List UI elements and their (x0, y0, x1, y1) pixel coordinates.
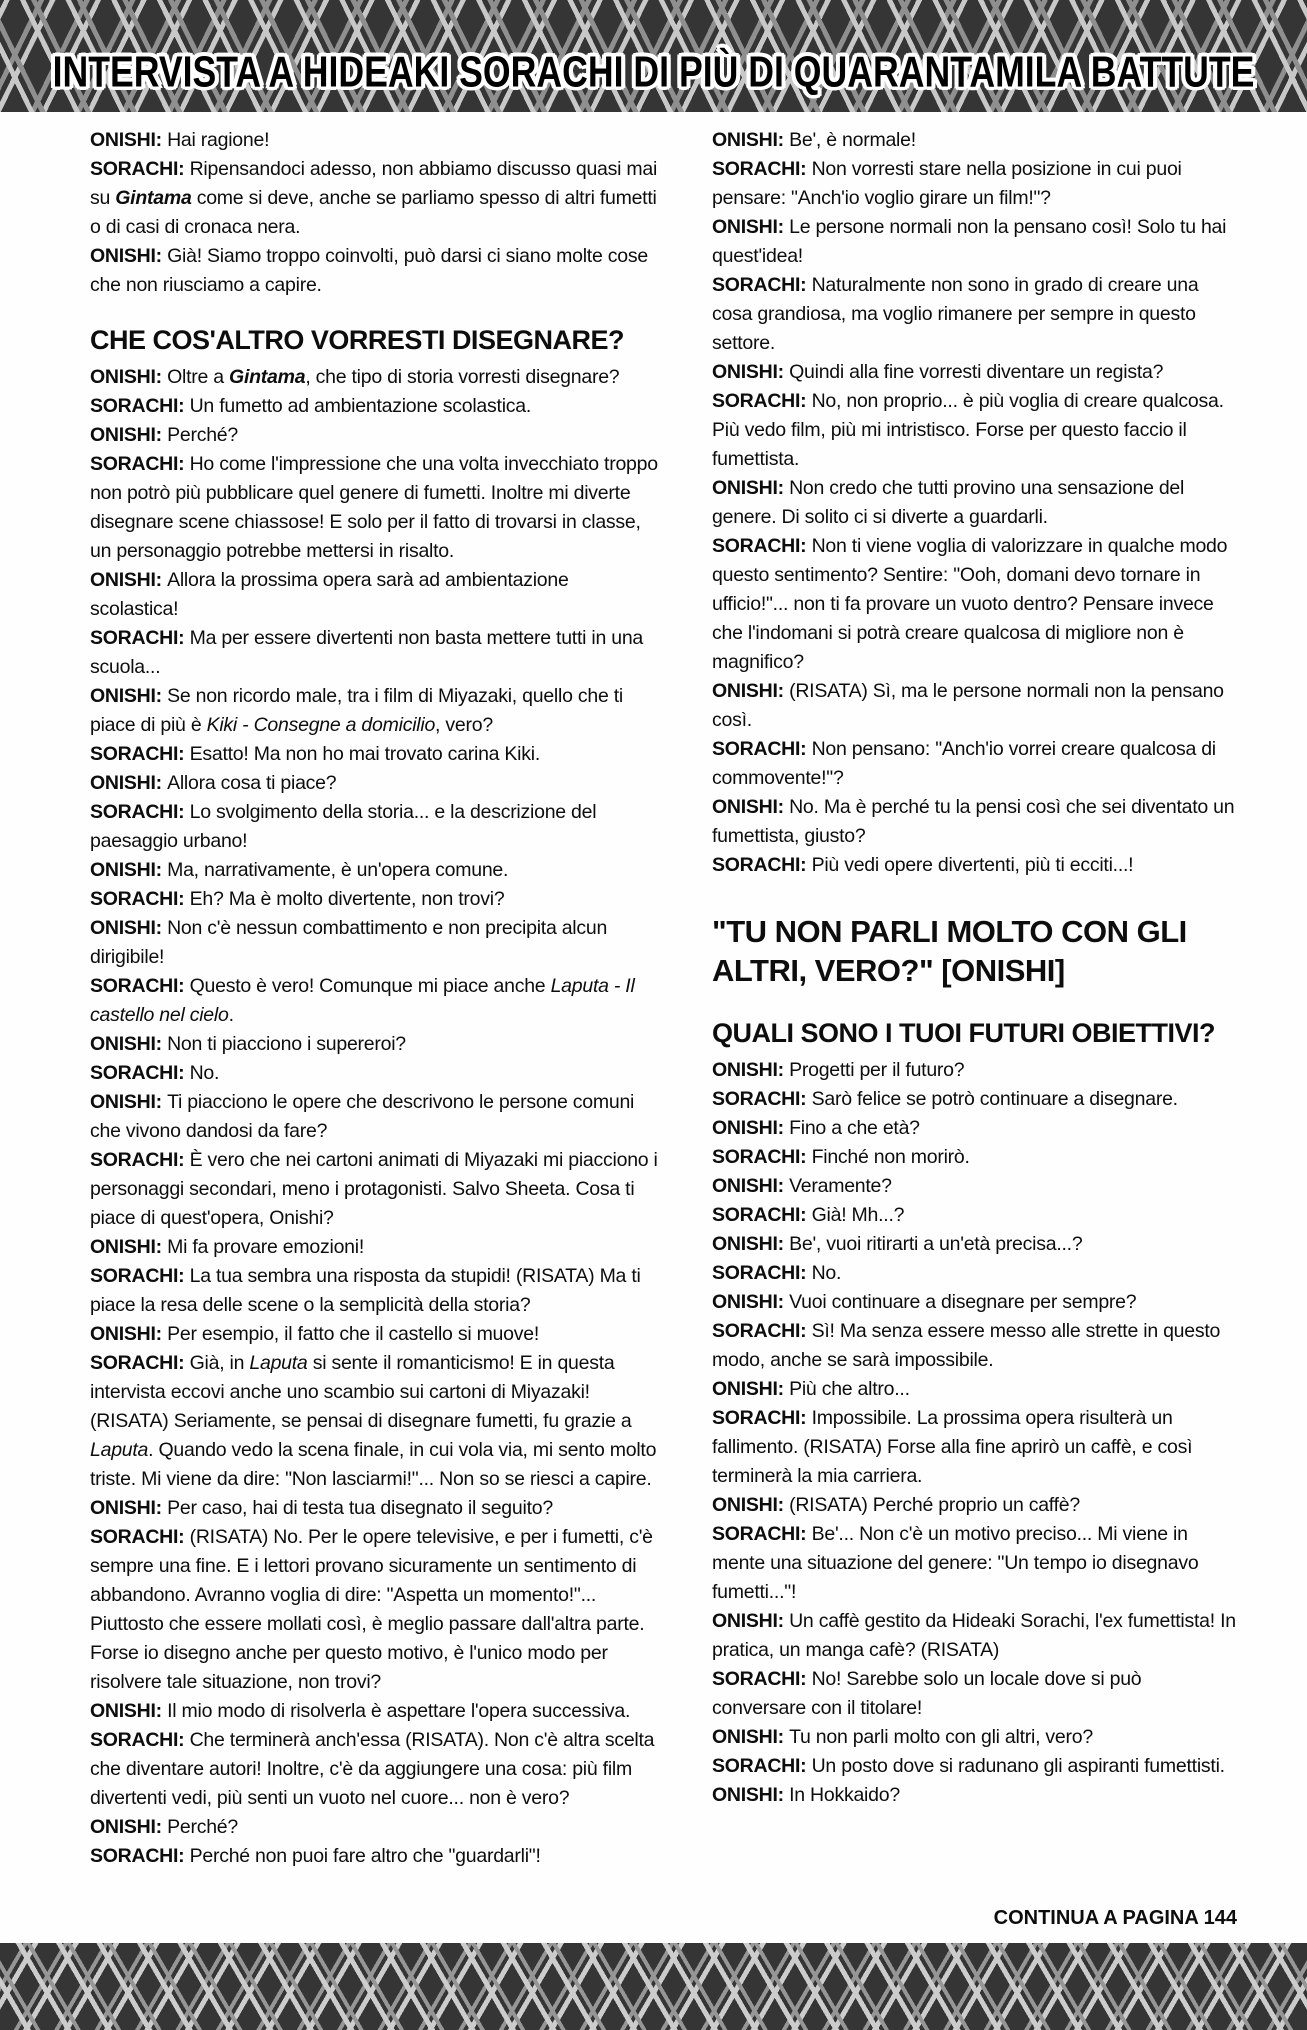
dialogue-line: SORACHI: Più vedi opere divertenti, più ti ecciti...! (712, 854, 1134, 876)
dialogue-line: ONISHI: Non c'è nessun combattimento e non precipita alcun dirigibile! (90, 917, 608, 968)
dialogue-line: ONISHI: Per caso, hai di testa tua disegnato il seguito? (90, 1497, 553, 1519)
speaker-label: SORACHI: (90, 158, 190, 180)
dialogue-line: ONISHI: Il mio modo di risolverla è aspettare l'opera successiva. (90, 1700, 631, 1722)
speaker-label: SORACHI: (90, 453, 190, 475)
dialogue-line: SORACHI: Ma per essere divertenti non basta mettere tutti in una scuola... (90, 627, 644, 678)
speaker-label: ONISHI: (712, 361, 790, 383)
page-title: INTERVISTA A HIDEAKI SORACHI DI PIÙ DI QUARANTAMILA BATTUTE (52, 46, 1255, 97)
speaker-label: ONISHI: (712, 129, 790, 151)
dialogue-line: SORACHI: Non ti viene voglia di valorizzare in qualche modo questo sentimento? Sentire: "Ooh, domani devo tornare in ufficio!"... non ti fa provare un vuoto dentro? Pensare invece che l'indomani si potrà creare qualcosa di migliore non è magnifico? (712, 535, 1228, 673)
dialogue-line: ONISHI: Progetti per il futuro? (712, 1059, 965, 1081)
speaker-label: SORACHI: (90, 1729, 190, 1751)
dialogue-line: SORACHI: Non vorresti stare nella posizione in cui puoi pensare: "Anch'io voglio girare un film!"? (712, 158, 1182, 209)
work-title: Laputa (249, 1352, 308, 1374)
dialogue-line: ONISHI: Se non ricordo male, tra i film di Miyazaki, quello che ti piace di più è Kiki - Consegne a domicilio, vero? (90, 685, 623, 736)
speaker-label: SORACHI: (90, 1149, 190, 1171)
dialogue-line: ONISHI: Fino a che età? (712, 1117, 920, 1139)
speaker-label: SORACHI: (712, 1146, 812, 1168)
dialogue-line: ONISHI: Un caffè gestito da Hideaki Sorachi, l'ex fumettista! In pratica, un manga cafè? (RISATA) (712, 1610, 1236, 1661)
speaker-label: SORACHI: (712, 1204, 812, 1226)
speaker-label: ONISHI: (90, 1091, 168, 1113)
speaker-label: ONISHI: (90, 569, 168, 591)
dialogue-line: ONISHI: Hai ragione! (90, 129, 270, 151)
speaker-label: ONISHI: (90, 1700, 168, 1722)
dialogue-line: ONISHI: Non credo che tutti provino una sensazione del genere. Di solito ci si diverte a guardarli. (712, 477, 1185, 528)
speaker-label: ONISHI: (90, 366, 168, 388)
dialogue-line: SORACHI: Ripensandoci adesso, non abbiamo discusso quasi mai su Gintama come si deve, anche se parliamo spesso di altri fumetti o di casi di cronaca nera. (90, 158, 658, 238)
speaker-label: ONISHI: (712, 796, 790, 818)
dialogue-line: SORACHI: Esatto! Ma non ho mai trovato carina Kiki. (90, 743, 541, 765)
speaker-label: SORACHI: (90, 1062, 190, 1084)
dialogue-line: ONISHI: Be', vuoi ritirarti a un'età precisa...? (712, 1233, 1083, 1255)
dialogue-line: ONISHI: Per esempio, il fatto che il castello si muove! (90, 1323, 540, 1345)
speaker-label: SORACHI: (712, 1088, 812, 1110)
work-title: Kiki - Consegne a domicilio (206, 714, 436, 736)
dialogue-line: ONISHI: Più che altro... (712, 1378, 910, 1400)
dialogue-line: ONISHI: Tu non parli molto con gli altri, vero? (712, 1726, 1093, 1748)
speaker-label: SORACHI: (712, 738, 812, 760)
dialogue-line: ONISHI: Veramente? (712, 1175, 892, 1197)
speaker-label: SORACHI: (90, 1265, 190, 1287)
dialogue-line: ONISHI: (RISATA) Perché proprio un caffè? (712, 1494, 1080, 1516)
speaker-label: SORACHI: (712, 1407, 812, 1429)
speaker-label: ONISHI: (90, 685, 168, 707)
dialogue-line: SORACHI: No! Sarebbe solo un locale dove si può conversare con il titolare! (712, 1668, 1142, 1719)
dialogue-line: SORACHI: No. (90, 1062, 220, 1084)
dialogue-line: ONISHI: Ti piacciono le opere che descrivono le persone comuni che vivono dandosi da fare? (90, 1091, 635, 1142)
speaker-label: SORACHI: (90, 975, 190, 997)
speaker-label: ONISHI: (90, 772, 168, 794)
dialogue-line: SORACHI: Che terminerà anch'essa (RISATA). Non c'è altra scelta che diventare autori! Inoltre, c'è da aggiungere una cosa: più film divertenti vedi, più senti un vuoto nel cuore... non è vero? (90, 1729, 655, 1809)
dialogue-line: ONISHI: Non ti piacciono i supereroi? (90, 1033, 406, 1055)
dialogue-line: SORACHI: No, non proprio... è più voglia di creare qualcosa. Più vedo film, più mi intristisco. Forse per questo faccio il fumettista. (712, 390, 1224, 470)
dialogue-line: SORACHI: Lo svolgimento della storia... e la descrizione del paesaggio urbano! (90, 801, 597, 852)
dialogue-line: ONISHI: Allora cosa ti piace? (90, 772, 337, 794)
dialogue-line: ONISHI: Allora la prossima opera sarà ad ambientazione scolastica! (90, 569, 569, 620)
dialogue-line: SORACHI: Eh? Ma è molto divertente, non trovi? (90, 888, 505, 910)
diamond-pattern-border-bottom (0, 1943, 1307, 2030)
dialogue-line: ONISHI: No. Ma è perché tu la pensi così che sei diventato un fumettista, giusto? (712, 796, 1235, 847)
dialogue-line: ONISHI: In Hokkaido? (712, 1784, 900, 1806)
speaker-label: ONISHI: (90, 917, 168, 939)
continued-note: CONTINUA A PAGINA 144 (993, 1907, 1237, 1929)
speaker-label: SORACHI: (712, 854, 812, 876)
dialogue-line: ONISHI: Ma, narrativamente, è un'opera comune. (90, 859, 509, 881)
speaker-label: SORACHI: (90, 743, 190, 765)
interview-column-left (90, 126, 662, 1871)
speaker-label: SORACHI: (90, 801, 190, 823)
speaker-label: ONISHI: (712, 1378, 790, 1400)
dialogue-line: SORACHI: No. (712, 1262, 842, 1284)
speaker-label: SORACHI: (712, 1668, 812, 1690)
section-heading: CHE COS'ALTRO VORRESTI DISEGNARE? (90, 325, 624, 355)
dialogue-line: ONISHI: Perché? (90, 1816, 238, 1838)
dialogue-line: ONISHI: Quindi alla fine vorresti diventare un regista? (712, 361, 1164, 383)
dialogue-line: SORACHI: È vero che nei cartoni animati di Miyazaki mi piacciono i personaggi secondari, meno i protagonisti. Salvo Sheeta. Cosa ti piace di quest'opera, Onishi? (90, 1149, 658, 1229)
speaker-label: ONISHI: (90, 1033, 168, 1055)
dialogue-line: ONISHI: Le persone normali non la pensano così! Solo tu hai quest'idea! (712, 216, 1227, 267)
speaker-label: ONISHI: (712, 1175, 790, 1197)
dialogue-line: SORACHI: Finché non morirò. (712, 1146, 970, 1168)
dialogue-line: SORACHI: Questo è vero! Comunque mi piace anche Laputa - Il castello nel cielo. (90, 975, 635, 1026)
dialogue-line: ONISHI: Be', è normale! (712, 129, 916, 151)
pull-quote-heading: "TU NON PARLI MOLTO CON GLI ALTRI, VERO?" [ONISHI] (712, 914, 1187, 988)
speaker-label: ONISHI: (712, 680, 790, 702)
dialogue-line: ONISHI: (RISATA) Sì, ma le persone normali non la pensano così. (712, 680, 1224, 731)
speaker-label: ONISHI: (90, 1497, 168, 1519)
speaker-label: ONISHI: (712, 1117, 790, 1139)
speaker-label: ONISHI: (712, 477, 790, 499)
speaker-label: ONISHI: (90, 245, 168, 267)
speaker-label: ONISHI: (712, 1610, 790, 1632)
dialogue-line: SORACHI: Non pensano: "Anch'io vorrei creare qualcosa di commovente!"? (712, 738, 1216, 789)
speaker-label: ONISHI: (712, 216, 790, 238)
speaker-label: ONISHI: (712, 1233, 790, 1255)
speaker-label: SORACHI: (90, 395, 190, 417)
dialogue-line: SORACHI: (RISATA) No. Per le opere televisive, e per i fumetti, c'è sempre una fine. E i lettori provano sicuramente un sentimento di abbandono. Avranno voglia di dire: "Aspetta un momento!"... Piuttosto che essere mollati così, è meglio passare dall'altra parte. Forse io disegno anche per questo motivo, è l'unico modo per risolvere tale situazione, non trovi? (90, 1526, 653, 1693)
speaker-label: ONISHI: (90, 859, 168, 881)
speaker-label: ONISHI: (712, 1784, 790, 1806)
work-title: Laputa - Il castello nel cielo (90, 975, 635, 1026)
dialogue-line: ONISHI: Mi fa provare emozioni! (90, 1236, 365, 1258)
work-title: Laputa (90, 1439, 149, 1461)
speaker-label: SORACHI: (90, 1352, 190, 1374)
speaker-label: SORACHI: (90, 1845, 190, 1867)
dialogue-line: SORACHI: Un fumetto ad ambientazione scolastica. (90, 395, 532, 417)
speaker-label: SORACHI: (90, 627, 190, 649)
dialogue-line: SORACHI: Be'... Non c'è un motivo preciso... Mi viene in mente una situazione del genere: "Un tempo io disegnavo fumetti..."! (712, 1523, 1199, 1603)
speaker-label: ONISHI: (712, 1059, 790, 1081)
dialogue-line: SORACHI: Perché non puoi fare altro che "guardarli"! (90, 1845, 541, 1867)
speaker-label: SORACHI: (712, 390, 812, 412)
dialogue-line: SORACHI: Un posto dove si radunano gli aspiranti fumettisti. (712, 1755, 1225, 1777)
speaker-label: ONISHI: (90, 1323, 168, 1345)
speaker-label: ONISHI: (712, 1726, 790, 1748)
speaker-label: SORACHI: (712, 1262, 812, 1284)
dialogue-line: ONISHI: Vuoi continuare a disegnare per sempre? (712, 1291, 1137, 1313)
dialogue-line: SORACHI: Già! Mh...? (712, 1204, 905, 1226)
speaker-label: ONISHI: (90, 129, 168, 151)
dialogue-line: SORACHI: Ho come l'impressione che una volta invecchiato troppo non potrò più pubblicare quel genere di fumetti. Inoltre mi diverte disegnare scene chiassose! E solo per il fatto di trovarsi in classe, un personaggio potrebbe mettersi in risalto. (90, 453, 658, 562)
speaker-label: SORACHI: (90, 888, 190, 910)
interview-column-right (712, 126, 1240, 1810)
speaker-label: SORACHI: (712, 535, 812, 557)
dialogue-line: SORACHI: Impossibile. La prossima opera risulterà un fallimento. (RISATA) Forse alla fine aprirò un caffè, e così terminerà la mia carriera. (712, 1407, 1193, 1487)
dialogue-line: ONISHI: Già! Siamo troppo coinvolti, può darsi ci siano molte cose che non riusciamo a capire. (90, 245, 648, 296)
work-title: Gintama (115, 187, 192, 209)
speaker-label: SORACHI: (712, 274, 812, 296)
dialogue-line: ONISHI: Perché? (90, 424, 238, 446)
speaker-label: SORACHI: (90, 1526, 190, 1548)
speaker-label: ONISHI: (90, 424, 168, 446)
speaker-label: SORACHI: (712, 1523, 812, 1545)
speaker-label: SORACHI: (712, 1755, 812, 1777)
speaker-label: ONISHI: (712, 1494, 790, 1516)
dialogue-line: SORACHI: Già, in Laputa si sente il romanticismo! E in questa intervista eccovi anche uno scambio sui cartoni di Miyazaki! (RISATA) Seriamente, se pensai di disegnare fumetti, fu grazie a Laputa. Quando vedo la scena finale, in cui vola via, mi sento molto triste. Mi viene da dire: "Non lasciarmi!"... Non so se riesci a capire. (90, 1352, 657, 1490)
dialogue-line: SORACHI: Sì! Ma senza essere messo alle strette in questo modo, anche se sarà impossibile. (712, 1320, 1221, 1371)
dialogue-line: ONISHI: Oltre a Gintama, che tipo di storia vorresti disegnare? (90, 366, 620, 388)
section-heading: QUALI SONO I TUOI FUTURI OBIETTIVI? (712, 1018, 1215, 1048)
work-title: Gintama (229, 366, 306, 388)
speaker-label: SORACHI: (712, 1320, 812, 1342)
dialogue-line: SORACHI: Naturalmente non sono in grado di creare una cosa grandiosa, ma voglio rimanere per sempre in questo settore. (712, 274, 1199, 354)
speaker-label: SORACHI: (712, 158, 812, 180)
dialogue-line: SORACHI: La tua sembra una risposta da stupidi! (RISATA) Ma ti piace la resa delle scene o la semplicità della storia? (90, 1265, 641, 1316)
speaker-label: ONISHI: (90, 1236, 168, 1258)
speaker-label: ONISHI: (712, 1291, 790, 1313)
dialogue-line: SORACHI: Sarò felice se potrò continuare a disegnare. (712, 1088, 1178, 1110)
speaker-label: ONISHI: (90, 1816, 168, 1838)
